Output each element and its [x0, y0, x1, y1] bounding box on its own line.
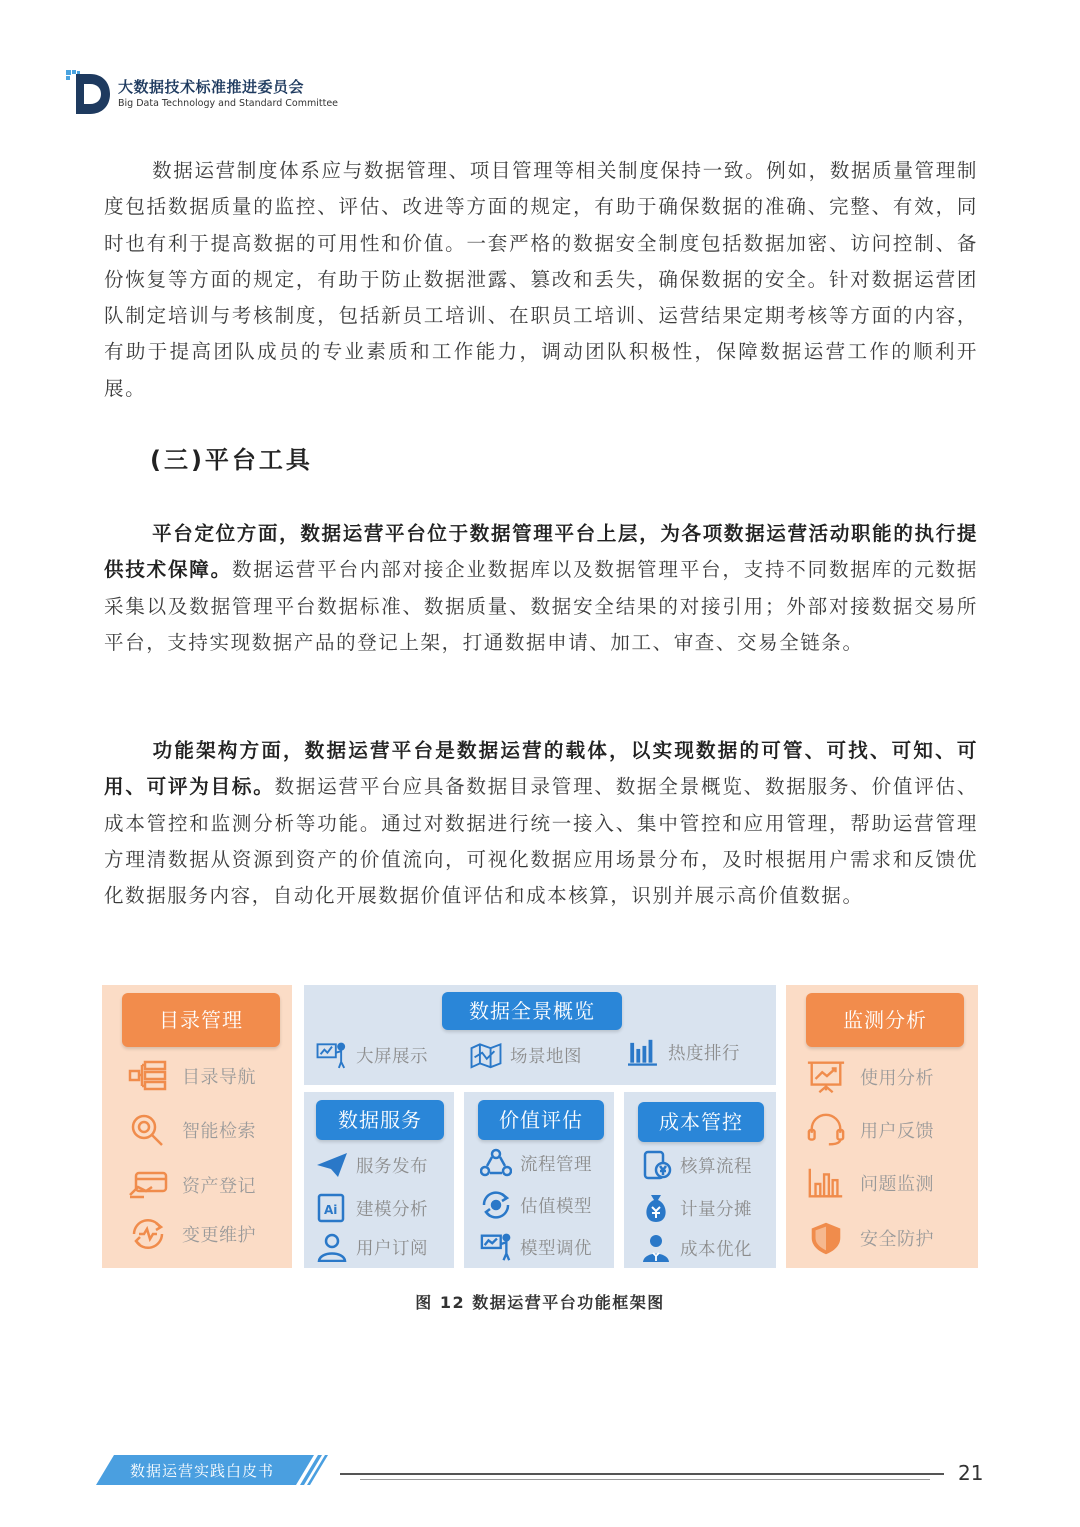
valuation-item: [480, 1148, 592, 1178]
item-label: 估值模型: [520, 1196, 592, 1217]
item-label: 计量分摊: [680, 1199, 752, 1220]
bar-icon: [628, 1037, 660, 1067]
committee-logo-icon: [66, 70, 112, 116]
send-icon: [316, 1150, 348, 1180]
catalog-panel: [102, 985, 292, 1268]
item-label: 使用分析: [860, 1068, 934, 1089]
footer-divider: [360, 1479, 930, 1480]
figure-caption: 图 12 数据运营平台功能框架图: [415, 1293, 665, 1312]
item-label: 场景地图: [510, 1046, 582, 1067]
item-label: 建模分析: [356, 1199, 428, 1220]
card-icon: [128, 1168, 168, 1202]
flow-icon: [480, 1148, 512, 1178]
user-icon: [316, 1232, 348, 1262]
item-label: 用户订阅: [356, 1238, 428, 1259]
item-label: 热度排行: [668, 1043, 740, 1064]
person-yen-icon: [640, 1233, 672, 1263]
valuation-panel: [464, 1092, 614, 1268]
catalog-title: 目录管理: [122, 993, 280, 1047]
paragraph-bold-lead: 平台定位方面，数据运营平台位于数据管理平台上层，为各项数据运营活动职能的执行提供技术保障。: [104, 522, 978, 582]
cost-title: 成本管控: [638, 1102, 764, 1142]
overview-title: 数据全景概览: [442, 992, 622, 1030]
page-header: [66, 70, 386, 118]
catalog-item: [128, 1168, 256, 1202]
overview-item: [316, 1040, 428, 1070]
overview-panel: [304, 985, 776, 1085]
cost-panel: [624, 1092, 776, 1268]
paragraph-bold-lead: 功能架构方面，数据运营平台是数据运营的载体，以实现数据的可管、可找、可知、可用、可评为目标。: [104, 739, 978, 799]
svg-text:Ai: Ai: [324, 1203, 338, 1217]
item-label: 目录导航: [182, 1067, 256, 1088]
catalog-item: [128, 1059, 256, 1093]
shield-icon: [806, 1221, 846, 1255]
paragraph-system: [104, 153, 978, 407]
map-icon: [470, 1040, 502, 1070]
item-label: 模型调优: [520, 1238, 592, 1259]
cycle-icon: [128, 1217, 168, 1251]
platform-architecture-figure: [102, 985, 978, 1268]
cost-item: [640, 1193, 752, 1223]
monitor-item: [806, 1221, 934, 1255]
overview-item: [628, 1037, 740, 1067]
headset-icon: [806, 1113, 846, 1147]
item-label: 资产登记: [182, 1176, 256, 1197]
service-item: [316, 1193, 428, 1223]
monitor-item: [806, 1166, 934, 1200]
item-label: 安全防护: [860, 1229, 934, 1250]
ai-icon: [316, 1193, 348, 1223]
footer-divider: [340, 1473, 944, 1475]
cost-item: [640, 1150, 752, 1180]
trend-icon: [806, 1060, 846, 1094]
model-icon: [480, 1190, 512, 1220]
item-label: 流程管理: [520, 1154, 592, 1175]
catalog-item: [128, 1217, 256, 1251]
search-icon: [128, 1113, 168, 1147]
service-item: [316, 1150, 428, 1180]
monitor-item: [806, 1060, 934, 1094]
paragraph-text: 数据运营平台应具备数据目录管理、数据全景概览、数据服务、价值评估、成本管控和监测分析等功能。通过对数据进行统一接入、集中管控和应用管理，帮助运营管理方理清数据从资源到资产的价值流向，可视化数据应用场景分布，及时根据用户需求和反馈优化数据服务内容，自动化开展数据价值评估和成本核算，识别并展示高价值数据。: [104, 775, 978, 908]
cost-item: [640, 1233, 752, 1263]
service-title: 数据服务: [316, 1100, 444, 1140]
section-title: (三)平台工具: [150, 446, 313, 474]
item-label: 问题监测: [860, 1174, 934, 1195]
tune-icon: [480, 1232, 512, 1262]
service-item: [316, 1232, 428, 1262]
tree-icon: [128, 1059, 168, 1093]
page-number: 21: [958, 1461, 984, 1485]
overview-item: [470, 1040, 582, 1070]
monitor-panel: [786, 985, 978, 1268]
phone-yen-icon: [640, 1150, 672, 1180]
item-label: 用户反馈: [860, 1121, 934, 1142]
chart-icon: [806, 1166, 846, 1200]
org-name-cn: 大数据技术标准推进委员会: [118, 78, 305, 96]
item-label: 变更维护: [182, 1225, 256, 1246]
valuation-item: [480, 1190, 592, 1220]
paragraph-positioning: [104, 516, 978, 661]
item-label: 服务发布: [356, 1156, 428, 1177]
item-label: 成本优化: [680, 1239, 752, 1260]
item-label: 大屏展示: [356, 1046, 428, 1067]
paragraph-text: 数据运营平台内部对接企业数据库以及数据管理平台，支持不同数据库的元数据采集以及数据管理平台数据标准、数据质量、数据安全结果的对接引用；外部对接数据交易所平台，支持实现数据产品的登记上架，打通数据申请、加工、审查、交易全链条。: [104, 558, 978, 654]
paragraph-text: 数据运营制度体系应与数据管理、项目管理等相关制度保持一致。例如，数据质量管理制度包括数据质量的监控、评估、改进等方面的规定，有助于确保数据的准确、完整、有效，同时也有利于提高数据的可用性和价值。一套严格的数据安全制度包括数据加密、访问控制、备份恢复等方面的规定，有助于防止数据泄露、篡改和丢失，确保数据的安全。针对数据运营团队制定培训与考核制度，包括新员工培训、在职员工培训、运营结果定期考核等方面的内容，有助于提高团队成员的专业素质和工作能力，调动团队积极性，保障数据运营工作的顺利开展。: [104, 159, 978, 400]
org-name-en: Big Data Technology and Standard Committee: [118, 98, 339, 109]
item-label: 核算流程: [680, 1156, 752, 1177]
monitor-item: [806, 1113, 934, 1147]
footer-book-title: 数据运营实践白皮书: [130, 1462, 275, 1480]
catalog-item: [128, 1113, 256, 1147]
moneybag-icon: [640, 1193, 672, 1223]
valuation-item: [480, 1232, 592, 1262]
monitor-title: 监测分析: [806, 993, 964, 1047]
paragraph-architecture: [104, 733, 978, 914]
valuation-title: 价值评估: [478, 1100, 604, 1140]
presentation-icon: [316, 1040, 348, 1070]
item-label: 智能检索: [182, 1121, 256, 1142]
service-panel: [304, 1092, 454, 1268]
